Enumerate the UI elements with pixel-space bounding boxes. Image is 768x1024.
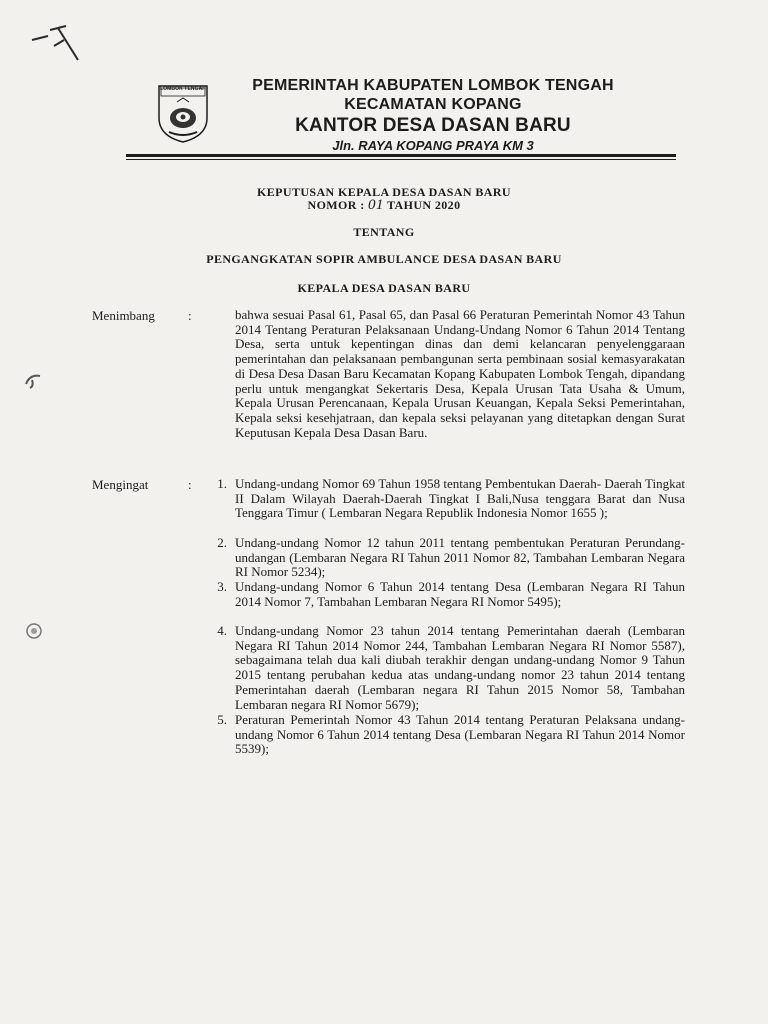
- list-item-text: Peraturan Pemerintah Nomor 43 Tahun 2014 tentang Peraturan Pelaksana undang-undang Nomor 6 Tahun 2014 tentang Desa (Lembaran Negara RI Tahun 2014 Nomor 5539);: [235, 712, 685, 757]
- letterhead-rule-thick: [126, 154, 676, 157]
- decree-number-label: NOMOR :: [307, 198, 365, 212]
- decree-number: [0, 197, 768, 214]
- letterhead-rule-thin: [126, 159, 676, 160]
- list-item-number: 1.: [217, 476, 227, 491]
- decree-subject: PENGANGKATAN SOPIR AMBULANCE DESA DASAN BARU: [206, 252, 562, 266]
- list-item-text: Undang-undang Nomor 6 Tahun 2014 tentang Desa (Lembaran Negara RI Tahun 2014 Nomor 7, Tambahan Lembaran Negara RI Nomor 5495);: [235, 579, 685, 609]
- emblem-caption: LOMBOK TENGAH: [159, 86, 207, 92]
- list-item-number: 2.: [217, 535, 227, 550]
- list-item-number: 4.: [217, 623, 227, 638]
- letterhead-block: [218, 76, 648, 154]
- office-address: Jln. RAYA KOPANG PRAYA KM 3: [332, 138, 534, 153]
- authority-heading: KEPALA DESA DASAN BARU: [297, 281, 471, 295]
- decree-title: KEPUTUSAN KEPALA DESA DASAN BARU: [257, 185, 511, 199]
- decree-year: TAHUN 2020: [387, 198, 461, 212]
- menimbang-text: bahwa sesuai Pasal 61, Pasal 65, dan Pasal 66 Peraturan Pemerintah Nomor 43 Tahun 2014 Tentang Peraturan Pelaksanaan Undang-Undang Nomor 6 Tahun 2014 Tentang Desa, serta untuk kepentingan dinas dan demi kelancaran penyelenggaraan pemerintahan dan pelaksanaan pembangunan serta pembinaan sosial kemasyarakatan di Desa Desa Dasan Baru Kecamatan Kopang Kabupaten Lombok Tengah, dipandang perlu untuk mengangkat Sekertaris Desa, Kepala Urusan Tata Usaha & Umum, Kepala Urusan Perencanaan, Kepala Urusan Keuangan, Kepala Seksi Pemerintahan, Kepala seksi kesehjatraan, dan kepala seksi pelayanan yang ditetapkan dengan Surat Keputusan Kepala Desa Dasan Baru.: [235, 307, 685, 440]
- list-item-text: Undang-undang Nomor 12 tahun 2011 tentang pembentukan Peraturan Perundang-undangan (Lembaran Negara RI Tahun 2011 Nomor 82, Tambahan Lembaran Negara RI Nomor 5234);: [235, 535, 685, 580]
- list-item-number: 3.: [217, 579, 227, 594]
- decree-number-value: 01: [368, 197, 384, 213]
- list-item-number: 5.: [217, 712, 227, 727]
- tentang-heading: TENTANG: [353, 225, 415, 239]
- list-item-text: Undang-undang Nomor 23 tahun 2014 tentang Pemerintahan daerah (Lembaran Negara RI Tahun 2014 Nomor 244, Tambahan Lembaran Negara RI Nomor 5587), sebagaimana telah dua kali diubah terakhir dengan undang-undang Nomor 9 Tahun 2015 tentang perubahan kedua atas undang-undang nomor 23 tahun 2014 tentang Pemerintahan daerah (Lembaran negara RI Tahun 2015 Nomor 58, Tambahan Lembaran negara RI Nomor 5679);: [235, 623, 685, 712]
- mengingat-colon: :: [188, 477, 192, 492]
- district-name: KECAMATAN KOPANG: [344, 96, 522, 113]
- mengingat-label: Mengingat: [92, 477, 149, 492]
- binder-hole-mark-top: [22, 370, 48, 392]
- office-name: KANTOR DESA DASAN BARU: [295, 115, 571, 136]
- binder-hole-mark-bottom: [22, 620, 46, 642]
- pen-scribble-mark: [28, 22, 84, 64]
- menimbang-label: Menimbang: [92, 308, 155, 323]
- menimbang-colon: :: [188, 308, 192, 323]
- list-item-text: Undang-undang Nomor 69 Tahun 1958 tentang Pembentukan Daerah- Daerah Tingkat II Dalam Wilayah Daerah-Daerah Tingkat I Bali,Nusa tenggara Barat dan Nusa Tenggara Timur ( Lembaran Negara Republik Indonesia Nomor 1655 );: [235, 476, 685, 521]
- regency-emblem-icon: [155, 84, 211, 144]
- government-name: PEMERINTAH KABUPATEN LOMBOK TENGAH: [252, 77, 614, 94]
